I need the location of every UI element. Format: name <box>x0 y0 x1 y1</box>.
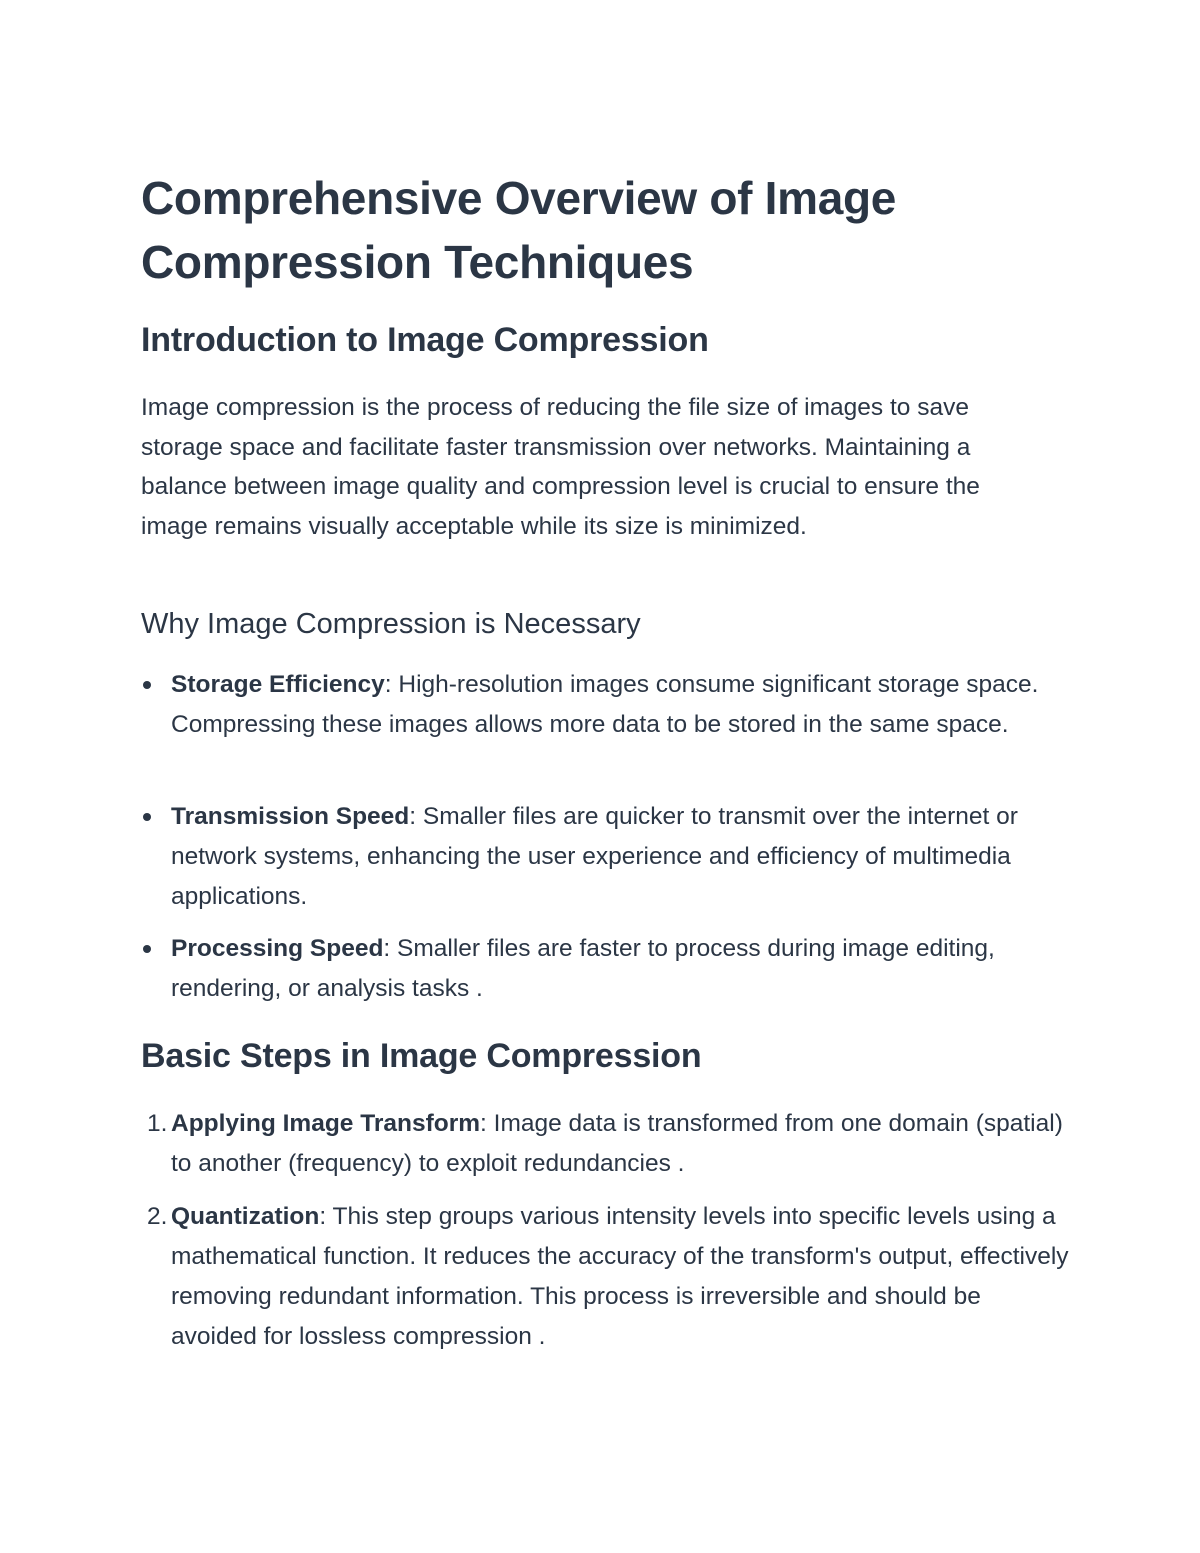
list-item-term: Processing Speed <box>171 935 384 962</box>
list-item-text: : Smaller files are quicker to transmit over the internet or network systems, enhancing the user experience and efficiency of multimedia applications. <box>171 803 1018 910</box>
list-item <box>141 1197 1071 1357</box>
bullet-icon <box>143 945 151 953</box>
list-item-text: : Image data is transformed from one domain (spatial) to another (frequency) to exploit redundancies . <box>171 1110 1063 1177</box>
list-item-body <box>171 929 1071 1009</box>
section-heading-introduction: Introduction to Image Compression <box>141 321 709 359</box>
list-item <box>141 797 1071 917</box>
list-item-text: : Smaller files are faster to process during image editing, rendering, or analysis tasks . <box>171 935 995 1002</box>
list-item-term: Quantization <box>171 1203 320 1230</box>
list-item <box>141 665 1071 745</box>
list-item-term: Storage Efficiency <box>171 671 385 698</box>
list-item-text: : High-resolution images consume significant storage space. Compressing these images allows more data to be stored in the same space. <box>171 671 1039 738</box>
intro-paragraph: Image compression is the process of reducing the file size of images to save storage space and facilitate faster transmission over networks. Maintaining a balance between image quality and compression level is crucial to ensure the image remains visually acceptable while its size is minimized. <box>141 394 980 540</box>
list-item-number: 1. <box>147 1110 168 1137</box>
list-item-term: Applying Image Transform <box>171 1110 481 1137</box>
list-item-term: Transmission Speed <box>171 803 410 830</box>
list-item-body <box>171 665 1071 745</box>
list-item <box>141 929 1071 1009</box>
document-title: Comprehensive Overview of Image Compression Techniques <box>141 172 897 288</box>
list-item-body <box>171 1197 1071 1357</box>
section-heading-basic-steps: Basic Steps in Image Compression <box>141 1037 702 1075</box>
subsection-heading-why: Why Image Compression is Necessary <box>141 608 641 640</box>
list-item <box>141 1104 1071 1184</box>
bullet-icon <box>143 681 151 689</box>
list-item-number: 2. <box>147 1203 168 1230</box>
bullet-icon <box>143 813 151 821</box>
list-item-text: : This step groups various intensity levels into specific levels using a mathematical function. It reduces the accuracy of the transform's output, effectively removing redundant information. This process is irreversible and should be avoided for lossless compression . <box>171 1203 1069 1350</box>
list-item-body <box>171 1104 1071 1184</box>
list-item-body <box>171 797 1071 917</box>
